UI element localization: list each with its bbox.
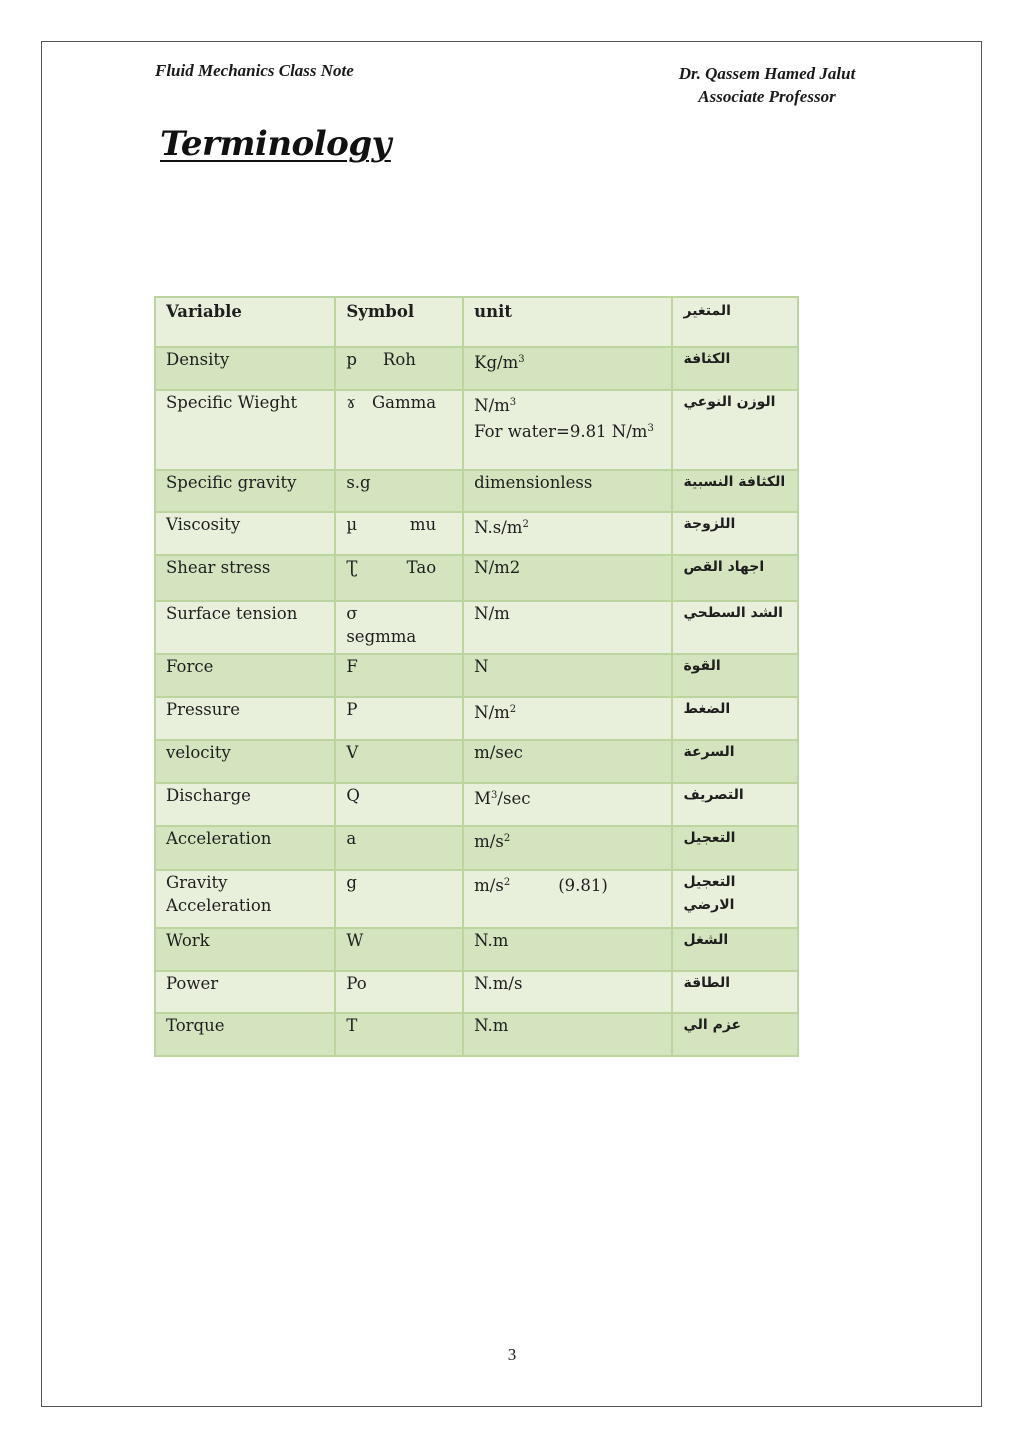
symbol-glyph: σ [346,604,358,623]
symbol-name: Gamma [371,393,437,412]
symbol-cell: g [335,870,463,928]
unit-cell [463,512,672,555]
arabic-cell: السرعة [672,740,798,783]
unit-note-superscript: 3 [647,423,654,434]
variable-cell: velocity [155,740,335,783]
symbol-glyph: Ʈ [346,558,358,577]
unit-cell: N.m [463,928,672,971]
symbol-cell [335,347,463,390]
variable-cell: Shear stress [155,555,335,601]
unit-cell: N.m/s [463,971,672,1013]
unit-cell [463,783,672,826]
unit-cell: N/m2 [463,555,672,601]
arabic-cell: التعجيل الارضي [672,870,798,928]
symbol-name: segmma [346,627,417,646]
unit-cell [463,870,672,928]
table-row [155,697,798,740]
header-variable: Variable [155,297,335,347]
arabic-cell: الكثافة [672,347,798,390]
arabic-cell: الطاقة [672,971,798,1013]
unit-text: N/m [474,396,510,415]
table-row [155,390,798,470]
unit-cell [463,347,672,390]
symbol-cell: F [335,654,463,697]
arabic-cell: التصريف [672,783,798,826]
unit-cell: m/sec [463,740,672,783]
symbol-cell: V [335,740,463,783]
page-number: 3 [507,1345,517,1364]
header-unit: unit [463,297,672,347]
unit-text: M [474,789,492,808]
arabic-cell: اللزوجة [672,512,798,555]
unit-superscript: 3 [518,354,525,365]
variable-cell: Torque [155,1013,335,1056]
header-author-name: Dr. Qassem Hamed Jalut [678,64,856,83]
table-row [155,654,798,697]
table-row [155,826,798,870]
symbol-cell [335,601,463,654]
arabic-cell: الضغط [672,697,798,740]
arabic-cell: اجهاد القص [672,555,798,601]
symbol-glyph: µ [346,515,358,534]
table-row [155,870,798,928]
unit-text: Kg/m [474,353,519,372]
variable-cell: Power [155,971,335,1013]
variable-cell: Surface tension [155,601,335,654]
table-row [155,512,798,555]
arabic-cell: الوزن النوعي [672,390,798,470]
header-course-title: Fluid Mechanics Class Note [155,61,354,80]
page-title: Terminology [160,124,391,164]
symbol-cell: Q [335,783,463,826]
variable-cell: Specific Wieght [155,390,335,470]
unit-cell: dimensionless [463,470,672,512]
unit-superscript: 3 [491,790,498,801]
variable-cell [155,870,335,928]
arabic-cell: القوة [672,654,798,697]
unit-text: m/s [474,832,504,851]
unit-superscript: 3 [509,397,517,408]
unit-cell: N/m [463,601,672,654]
header-symbol: Symbol [335,297,463,347]
variable-cell: Work [155,928,335,971]
variable-cell: Discharge [155,783,335,826]
arabic-cell: عزم الي [672,1013,798,1056]
table-row [155,347,798,390]
symbol-cell: s.g [335,470,463,512]
symbol-cell: T [335,1013,463,1056]
unit-superscript: 2 [522,519,529,530]
variable-cell: Acceleration [155,826,335,870]
header-author-position: Associate Professor [698,87,836,106]
table-row [155,1013,798,1056]
variable-cell: Density [155,347,335,390]
arabic-cell: الشغل [672,928,798,971]
unit-extra-value: (9.81) [558,876,608,895]
symbol-name: mu [409,515,437,534]
unit-suffix: /sec [497,789,531,808]
arabic-cell: الكثافة النسبية [672,470,798,512]
arabic-cell: الشد السطحي [672,601,798,654]
table-row [155,971,798,1013]
symbol-cell: Po [335,971,463,1013]
terminology-table [154,296,799,1057]
variable-cell: Specific gravity [155,470,335,512]
unit-cell: N [463,654,672,697]
table-row [155,555,798,601]
symbol-name: Roh [382,350,416,369]
unit-superscript: 2 [509,704,517,715]
table-row [155,740,798,783]
unit-cell: N.m [463,1013,672,1056]
unit-cell [463,697,672,740]
symbol-cell [335,512,463,555]
table-header-row [155,297,798,347]
variable-cell: Viscosity [155,512,335,555]
symbol-name: Tao [406,558,437,577]
header-author-block [640,62,894,108]
arabic-cell: التعجيل [672,826,798,870]
unit-cell [463,826,672,870]
variable-text-line2: Acceleration [166,896,272,915]
table-row [155,470,798,512]
variable-cell: Force [155,654,335,697]
unit-text: N/m [474,703,510,722]
symbol-cell [335,390,463,470]
table-row [155,783,798,826]
unit-cell [463,390,672,470]
symbol-glyph: p [346,350,357,369]
unit-superscript: 2 [503,877,511,888]
unit-superscript: 2 [503,833,511,844]
table-row [155,928,798,971]
variable-cell: Pressure [155,697,335,740]
unit-text: N.s/m [474,518,523,537]
table-row [155,601,798,654]
header-arabic: المتغير [672,297,798,347]
symbol-cell: W [335,928,463,971]
symbol-cell: a [335,826,463,870]
unit-note: For water=9.81 N/m [474,422,648,441]
symbol-glyph: ɤ [346,393,356,412]
unit-text: m/s [474,876,504,895]
variable-text: Gravity [166,873,228,892]
symbol-cell: P [335,697,463,740]
symbol-cell [335,555,463,601]
